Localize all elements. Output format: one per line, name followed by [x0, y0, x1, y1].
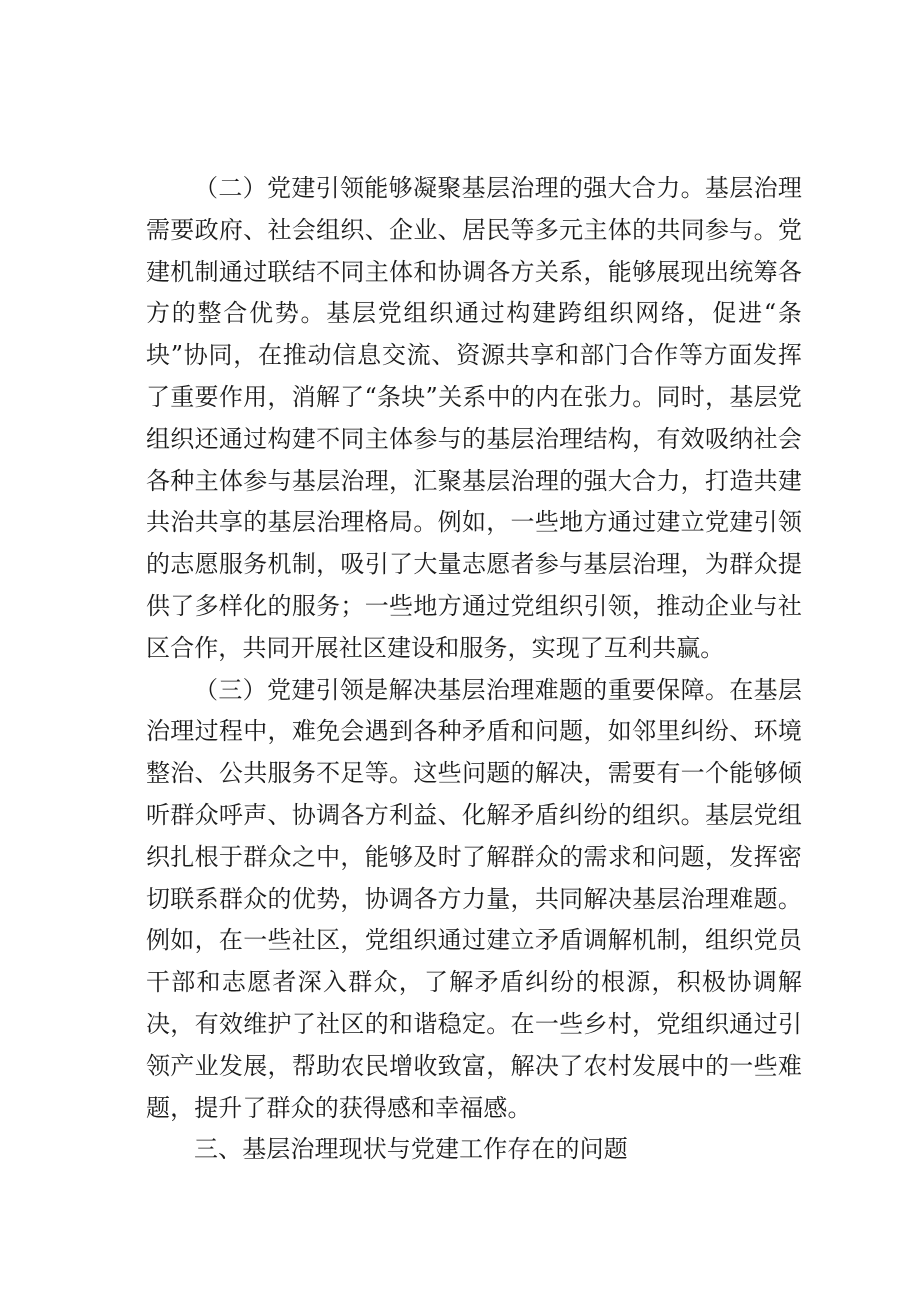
- document-body: [146, 168, 802, 1171]
- paragraph-party-building-synergy: （二）党建引领能够凝聚基层治理的强大合力。基层治理需要政府、社会组织、企业、居民等多元主体的共同参与。党建机制通过联结不同主体和协调各方关系，能够展现出统筹各方的整合优势。基层党组织通过构建跨组织网络，促进“条块”协同，在推动信息交流、资源共享和部门合作等方面发挥了重要作用，消解了“条块”关系中的内在张力。同时，基层党组织还通过构建不同主体参与的基层治理结构，有效吸纳社会各种主体参与基层治理，汇聚基层治理的强大合力，打造共建共治共享的基层治理格局。例如，一些地方通过建立党建引领的志愿服务机制，吸引了大量志愿者参与基层治理，为群众提供了多样化的服务；一些地方通过党组织引领，推动企业与社区合作，共同开展社区建设和服务，实现了互利共赢。: [146, 174, 802, 662]
- section-heading: 三、基层治理现状与党建工作存在的问题: [194, 1135, 628, 1164]
- paragraph-party-building-guarantee: （三）党建引领是解决基层治理难题的重要保障。在基层治理过程中，难免会遇到各种矛盾和问题，如邻里纠纷、环境整治、公共服务不足等。这些问题的解决，需要有一个能够倾听群众呼声、协调各方利益、化解矛盾纠纷的组织。基层党组织扎根于群众之中，能够及时了解群众的需求和问题，发挥密切联系群众的优势，协调各方力量，共同解决基层治理难题。例如，在一些社区，党组织通过建立矛盾调解机制，组织党员干部和志愿者深入群众，了解矛盾纠纷的根源，积极协调解决，有效维护了社区的和谐稳定。在一些乡村，党组织通过引领产业发展，帮助农民增收致富，解决了农村发展中的一些难题，提升了群众的获得感和幸福感。: [146, 675, 802, 1122]
